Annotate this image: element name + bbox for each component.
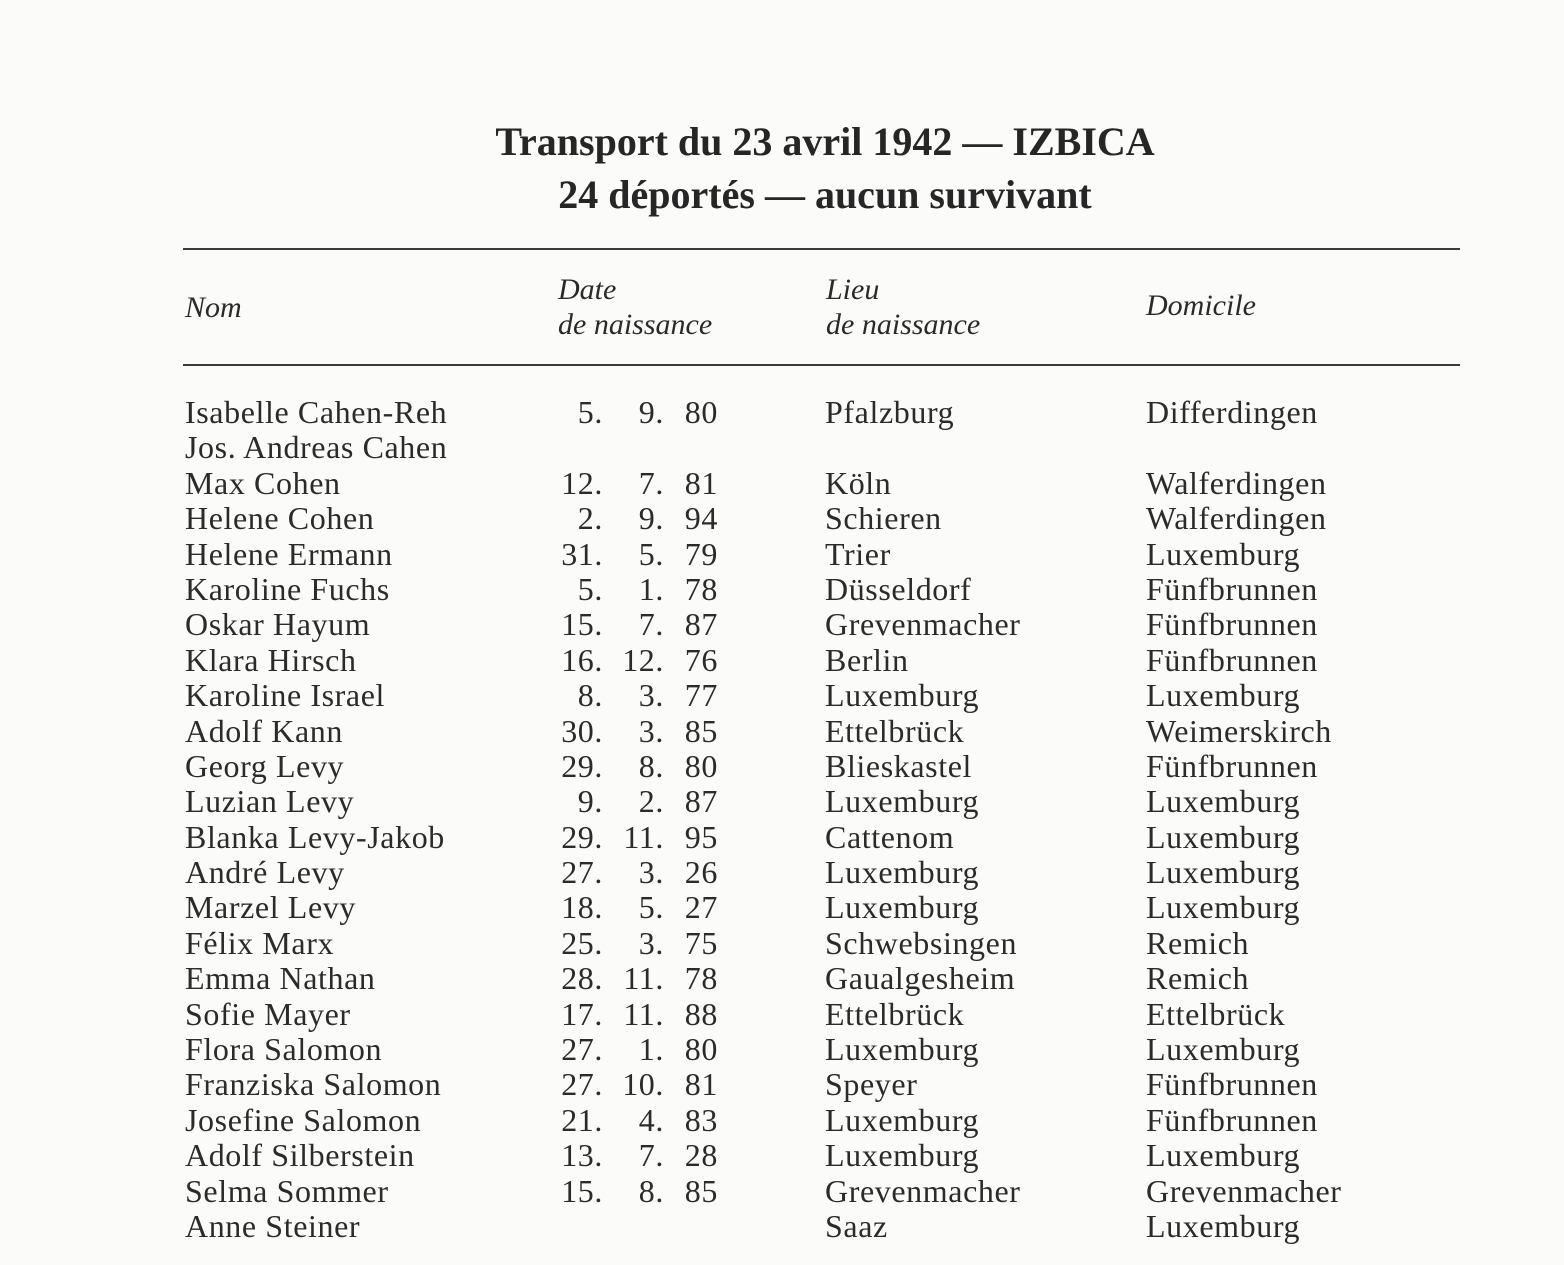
cell-birth-month: 5. [638,535,664,572]
cell-birth-year: 78 [684,570,718,607]
table-row [0,926,1564,961]
cell-birthplace: Luxemburg [825,1031,980,1068]
cell-birth-day: 18. [561,889,603,926]
cell-birth-year: 80 [684,747,718,784]
cell-birthplace: Schwebsingen [825,924,1018,961]
cell-birth-year: 87 [684,783,718,820]
cell-birth-month: 9. [638,394,664,430]
cell-domicile: Luxemburg [1146,818,1301,855]
cell-name: Oskar Hayum [185,606,371,643]
cell-birthplace: Grevenmacher [825,606,1021,643]
cell-birthplace: Gaualgesheim [825,960,1016,997]
cell-birth-year: 80 [684,1031,718,1068]
table-row [0,820,1564,855]
cell-birth-day: 9. [577,783,603,820]
cell-domicile: Luxemburg [1146,783,1301,820]
cell-domicile: Grevenmacher [1146,1172,1342,1209]
cell-birth-year: 87 [684,606,718,643]
cell-birth-month: 11. [623,995,664,1032]
cell-birth-year: 85 [684,1172,718,1209]
cell-domicile: Luxemburg [1146,1031,1301,1068]
cell-birth-day: 2. [577,500,603,537]
cell-name: Karoline Israel [185,677,386,714]
cell-birthplace: Ettelbrück [825,712,965,749]
table-row [0,749,1564,784]
cell-birth-day: 28. [561,960,603,997]
table-row [0,1103,1564,1138]
column-header-lieu [826,272,980,342]
cell-domicile: Luxemburg [1146,535,1301,572]
cell-birth-month: 3. [638,677,664,714]
cell-domicile: Fünfbrunnen [1146,641,1318,678]
cell-birth-year: 75 [684,924,718,961]
table-row [0,714,1564,749]
cell-birth-day: 27. [561,1031,603,1068]
cell-birth-year: 27 [684,889,718,926]
cell-birthplace: Luxemburg [825,1101,980,1138]
cell-birth-month: 3. [638,854,664,891]
cell-birth-day: 29. [561,747,603,784]
table-row [0,501,1564,536]
cell-domicile: Luxemburg [1146,1207,1301,1244]
cell-birthplace: Saaz [825,1207,888,1244]
cell-name: Jos. Andreas Cahen [185,429,448,466]
table-row [0,1138,1564,1173]
cell-birth-day: 17. [561,995,603,1032]
cell-domicile: Fünfbrunnen [1146,1066,1318,1103]
cell-birth-month: 11. [623,960,664,997]
cell-birthplace: Köln [825,464,892,501]
cell-birth-year: 78 [684,960,718,997]
cell-name: Flora Salomon [185,1031,383,1068]
cell-birthplace: Grevenmacher [825,1172,1021,1209]
cell-domicile: Luxemburg [1146,1137,1301,1174]
cell-domicile: Fünfbrunnen [1146,606,1318,643]
cell-birth-month: 7. [638,1137,664,1174]
cell-birthplace: Ettelbrück [825,995,965,1032]
cell-birthplace: Schieren [825,500,942,537]
column-header-date-line2: de naissance [558,308,713,341]
cell-birthplace: Düsseldorf [825,570,972,607]
cell-birth-year: 81 [684,1066,718,1103]
cell-birth-day: 5. [577,394,603,430]
cell-birth-day: 27. [561,854,603,891]
table-row [0,430,1564,465]
cell-birth-month: 4. [638,1101,664,1138]
cell-birthplace: Luxemburg [825,854,980,891]
cell-birth-month: 8. [638,747,664,784]
cell-name: Helene Cohen [185,500,375,537]
table-row [0,890,1564,925]
cell-name: Anne Steiner [185,1207,361,1244]
cell-birth-year: 88 [684,995,718,1032]
cell-name: Sofie Mayer [185,995,351,1032]
cell-name: Max Cohen [185,464,341,501]
cell-birth-month: 1. [638,570,664,607]
cell-birth-year: 76 [684,641,718,678]
cell-name: Helene Ermann [185,535,393,572]
cell-birth-month: 3. [638,924,664,961]
cell-domicile: Luxemburg [1146,854,1301,891]
cell-birthplace: Luxemburg [825,889,980,926]
column-header-lieu-line2: de naissance [826,308,981,341]
table-row [0,607,1564,642]
cell-birth-day: 15. [561,606,603,643]
table-row [0,1209,1564,1244]
cell-birth-day: 25. [561,924,603,961]
table-row [0,997,1564,1032]
cell-birth-year: 79 [684,535,718,572]
cell-birth-month: 5. [638,889,664,926]
cell-domicile: Walferdingen [1146,464,1327,501]
cell-birth-day: 15. [561,1172,603,1209]
cell-birth-month: 1. [638,1031,664,1068]
cell-domicile: Weimerskirch [1146,712,1332,749]
cell-birthplace: Berlin [825,641,909,678]
cell-name: Josefine Salomon [185,1101,422,1138]
table-row [0,537,1564,572]
cell-birth-day: 13. [561,1137,603,1174]
cell-birth-year: 95 [684,818,718,855]
table-row [0,678,1564,713]
cell-birthplace: Speyer [825,1066,918,1103]
cell-name: Marzel Levy [185,889,356,926]
table-row [0,572,1564,607]
cell-domicile: Fünfbrunnen [1146,747,1318,784]
column-header-nom-label: Nom [185,291,242,324]
cell-birth-month: 9. [638,500,664,537]
table-row [0,961,1564,996]
cell-birth-day: 21. [561,1101,603,1138]
table-row [0,855,1564,890]
cell-birth-month: 2. [638,783,664,820]
cell-birth-month: 8. [638,1172,664,1209]
cell-birth-day: 5. [577,570,603,607]
cell-name: Georg Levy [185,747,345,784]
cell-name: Adolf Silberstein [185,1137,415,1174]
cell-domicile: Walferdingen [1146,500,1327,537]
deportee-table [0,395,1564,1244]
table-row [0,1174,1564,1209]
table-row [0,643,1564,678]
column-header-lieu-line1: Lieu [826,273,880,306]
cell-birthplace: Luxemburg [825,677,980,714]
cell-birthplace: Pfalzburg [825,394,955,430]
cell-name: Franziska Salomon [185,1066,442,1103]
cell-birthplace: Luxemburg [825,1137,980,1174]
column-header-date [558,272,712,342]
page-title: Transport du 23 avril 1942 — IZBICA [495,119,1155,164]
cell-birth-day: 27. [561,1066,603,1103]
cell-birthplace: Blieskastel [825,747,973,784]
cell-birth-month: 3. [638,712,664,749]
cell-birth-year: 83 [684,1101,718,1138]
table-row [0,466,1564,501]
cell-name: Luzian Levy [185,783,355,820]
cell-name: Isabelle Cahen-Reh [185,394,448,430]
cell-birth-year: 94 [684,500,718,537]
column-header-domicile [1146,288,1256,323]
cell-birth-month: 7. [638,464,664,501]
cell-name: Selma Sommer [185,1172,389,1209]
cell-name: Félix Marx [185,924,335,961]
column-header-date-line1: Date [558,273,617,306]
cell-birthplace: Trier [825,535,891,572]
cell-birth-month: 10. [622,1066,664,1103]
cell-name: Karoline Fuchs [185,570,390,607]
cell-name: Blanka Levy-Jakob [185,818,445,855]
cell-birth-day: 8. [577,677,603,714]
cell-birth-year: 81 [684,464,718,501]
column-header-domicile-label: Domicile [1146,289,1256,322]
cell-birth-year: 85 [684,712,718,749]
cell-domicile: Luxemburg [1146,677,1301,714]
table-row [0,1032,1564,1067]
cell-name: Emma Nathan [185,960,376,997]
cell-birth-day: 30. [561,712,603,749]
table-row [0,784,1564,819]
cell-domicile: Ettelbrück [1146,995,1286,1032]
cell-domicile: Remich [1146,960,1250,997]
cell-birth-month: 11. [623,818,664,855]
cell-birth-day: 31. [561,535,603,572]
cell-name: Klara Hirsch [185,641,357,678]
top-divider [183,248,1460,250]
column-header-nom [185,290,242,325]
table-row [0,1067,1564,1102]
cell-birth-day: 12. [561,464,603,501]
page-subtitle: 24 déportés — aucun survivant [558,172,1092,217]
table-row [0,395,1564,430]
cell-birth-year: 77 [684,677,718,714]
cell-birthplace: Luxemburg [825,783,980,820]
cell-domicile: Differdingen [1146,394,1318,430]
cell-domicile: Fünfbrunnen [1146,570,1318,607]
cell-domicile: Luxemburg [1146,889,1301,926]
cell-birth-day: 16. [561,641,603,678]
cell-birth-year: 80 [684,394,718,430]
cell-birth-year: 28 [684,1137,718,1174]
cell-birth-month: 12. [622,641,664,678]
cell-domicile: Remich [1146,924,1250,961]
cell-domicile: Fünfbrunnen [1146,1101,1318,1138]
cell-birth-month: 7. [638,606,664,643]
cell-birthplace: Cattenom [825,818,955,855]
cell-birth-year: 26 [684,854,718,891]
cell-name: Adolf Kann [185,712,343,749]
cell-name: André Levy [185,854,345,891]
header-divider [183,364,1460,366]
cell-birth-day: 29. [561,818,603,855]
